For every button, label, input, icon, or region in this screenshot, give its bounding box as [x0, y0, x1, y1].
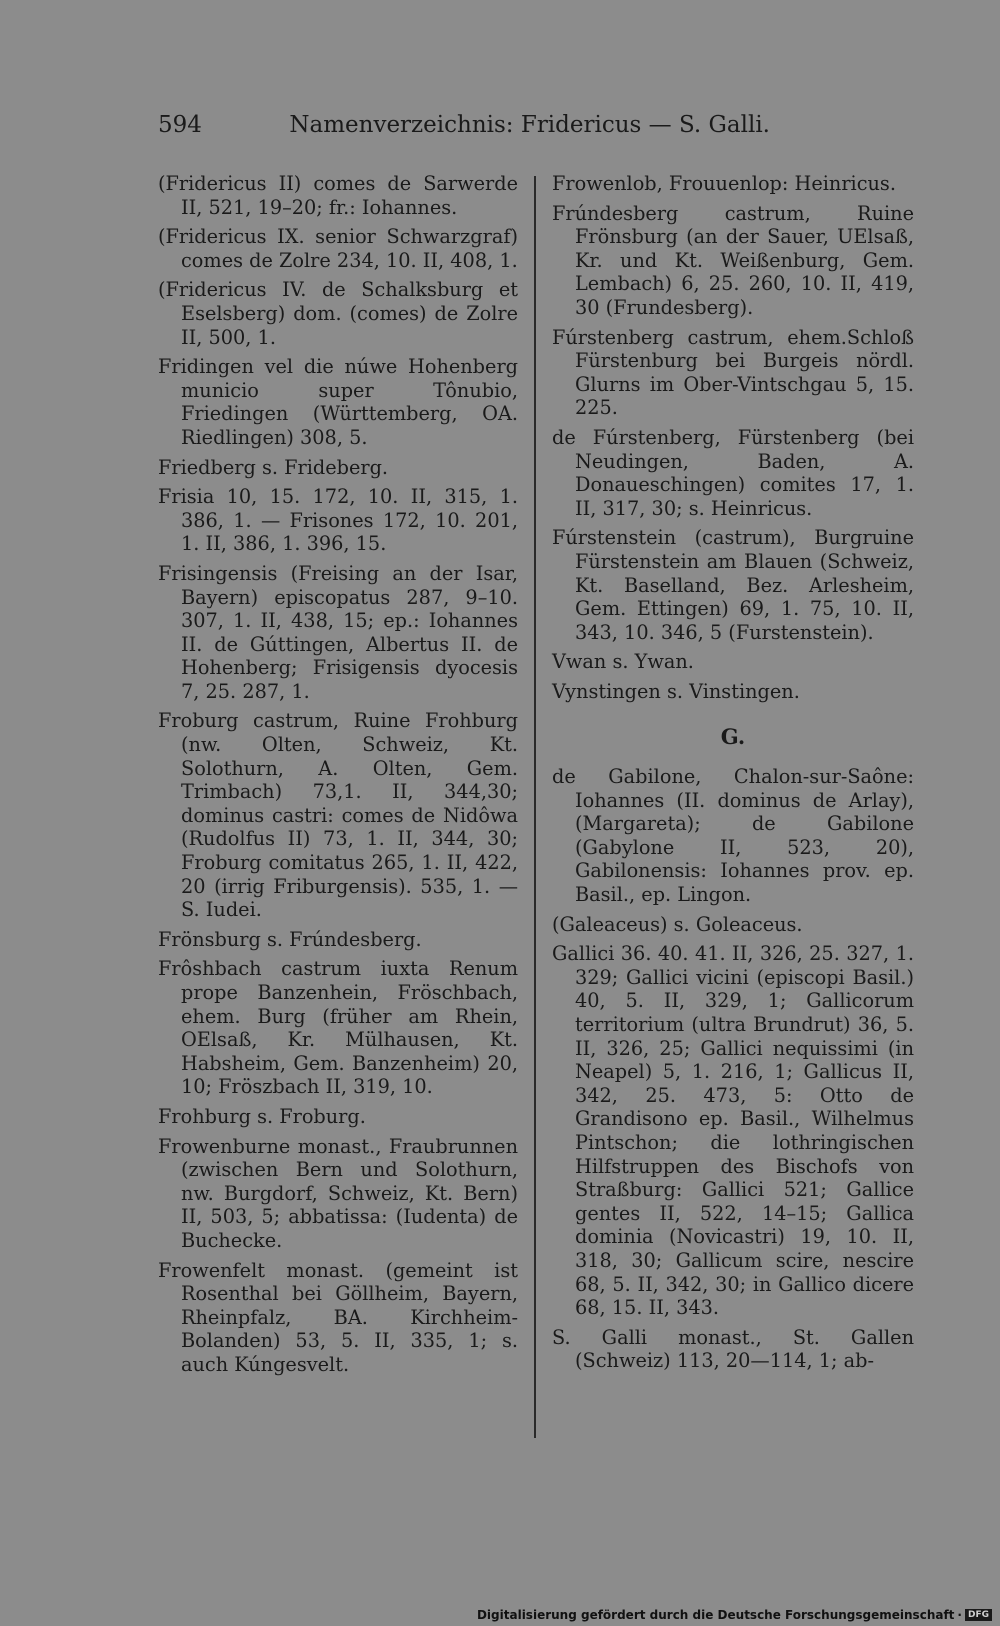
index-entry: (Fridericus IX. senior Schwarzgraf) comes de Zolre 234, 10. II, 408, 1. [158, 225, 518, 272]
index-entry: Froburg castrum, Ruine Frohburg (nw. Olten, Schweiz, Kt. Solothurn, A. Olten, Gem. Trimbach) 73,1. II, 344,30; dominus castri: comes de Nidôwa (Rudolfus II) 73, 1. II, 344, 30; Froburg comitatus 265, 1. II, 422, 20 (irrig Friburgensis). 535, 1. — S. Iudei. [158, 709, 518, 922]
index-entry: Fúrstenberg castrum, ehem.Schloß Fürstenburg bei Burgeis nördl. Glurns im Ober-Vintschgau 5, 15. 225. [552, 325, 914, 420]
index-entry: Frönsburg s. Frúndesberg. [158, 927, 422, 951]
page-number: 594 [158, 112, 202, 138]
index-entry: Fúrstenstein (castrum), Burgruine Fürstenstein am Blauen (Schweiz, Kt. Baselland, Bez. Arlesheim, Gem. Ettingen) 69, 1. 75, 10. II, 343, 10. 346, 5 (Furstenstein). [552, 526, 914, 644]
index-entry: de Fúrstenberg, Fürstenberg (bei Neudingen, Baden, A. Donaueschingen) comites 17, 1. II, 317, 30; s. Heinricus. [552, 425, 914, 520]
index-entry: Frisingensis (Freising an der Isar, Bayern) episcopatus 287, 9–10. 307, 1. II, 438, 15; ep.: Iohannes II. de Gúttingen, Albertus II. de Hohenberg; Frisigensis dyocesis 7, 25. 287, 1. [158, 561, 518, 703]
index-entry: Fridingen vel die núwe Hohenberg municio super Tônubio, Friedingen (Württemberg, OA. Riedlingen) 308, 5. [158, 355, 518, 449]
index-entry: de Gabilone, Chalon-sur-Saône: Iohannes (II. dominus de Arlay), (Margareta); de Gabilone (Gabylone II, 523, 20), Gabilonensis: Iohannes prov. ep. Basil., ep. Lingon. [552, 765, 914, 907]
index-entry: S. Galli monast., St. Gallen (Schweiz) 113, 20—114, 1; ab- [552, 1325, 914, 1373]
index-entry: (Fridericus IV. de Schalksburg et Eselsberg) dom. (comes) de Zolre II, 500, 1. [158, 278, 518, 349]
index-entry: Vwan s. Ywan. [552, 650, 694, 674]
index-entry: Frowenfelt monast. (gemeint ist Rosenthal bei Göllheim, Bayern, Rheinpfalz, BA. Kirchheim-Bolanden) 53, 5. II, 335, 1; s. auch Kúngesvelt. [158, 1258, 518, 1376]
index-entry: Frohburg s. Froburg. [158, 1104, 366, 1128]
footer-text: Digitalisierung gefördert durch die Deutsche Forschungsgemeinschaft [476, 1608, 955, 1622]
left-column [158, 172, 518, 1383]
right-column [552, 172, 914, 1379]
index-entry: (Fridericus II) comes de Sarwerde II, 521, 19–20; fr.: Iohannes. [158, 172, 518, 219]
index-entry: (Galeaceus) s. Goleaceus. [552, 912, 803, 936]
dfg-logo: DFG [965, 1609, 992, 1621]
index-entry: Frisia 10, 15. 172, 10. II, 315, 1. 386, 1. — Frisones 172, 10. 201, 1. II, 386, 1. 396, 15. [158, 485, 518, 556]
column-divider [534, 176, 536, 1438]
index-entry: Friedberg s. Frideberg. [158, 455, 389, 479]
index-entry: Frúndesberg castrum, Ruine Frönsburg (an der Sauer, UElsaß, Kr. und Kt. Weißenburg, Gem. Lembach) 6, 25. 260, 10. II, 419, 30 (Frundesberg). [552, 201, 914, 319]
page-header [158, 112, 770, 138]
section-letter: G. [720, 724, 746, 750]
footer-separator: · [957, 1608, 962, 1622]
index-entry: Gallici 36. 40. 41. II, 326, 25. 327, 1. 329; Gallici vicini (episcopi Basil.) 40, 5. II, 329, 1; Gallicorum territorium (ultra Brundrut) 36, 5. II, 326, 25; Gallici nequissimi (in Neapel) 5, 1. 216, 1; Gallicus II, 342, 25. 473, 5: Otto de Grandisono ep. Basil., Wilhelmus Pintschon; die lothringischen Hilfstruppen des Bischofs von Straßburg: Gallici 521; Gallice gentes II, 522, 14–15; Gallica dominia (Novicastri) 19, 10. II, 318, 30; Gallicum scire, nescire 68, 5. II, 342, 30; in Gallico dicere 68, 15. II, 343. [552, 942, 914, 1320]
index-entry: Frôshbach castrum iuxta Renum prope Banzenhein, Fröschbach, ehem. Burg (früher am Rhein, OElsaß, Kr. Mülhausen, Kt. Habsheim, Gem. Banzenheim) 20, 10; Fröszbach II, 319, 10. [158, 957, 518, 1099]
index-entry: Frowenburne monast., Fraubrunnen (zwischen Bern und Solothurn, nw. Burgdorf, Schweiz, Kt. Bern) II, 503, 5; abbatissa: (Iudenta) de Buchecke. [158, 1134, 518, 1252]
index-entry: Vynstingen s. Vinstingen. [552, 679, 800, 703]
page-title: Namenverzeichnis: Fridericus — S. Galli. [289, 112, 770, 138]
funding-footer [477, 1608, 992, 1622]
index-entry: Frowenlob, Frouuenlop: Heinricus. [552, 172, 896, 195]
